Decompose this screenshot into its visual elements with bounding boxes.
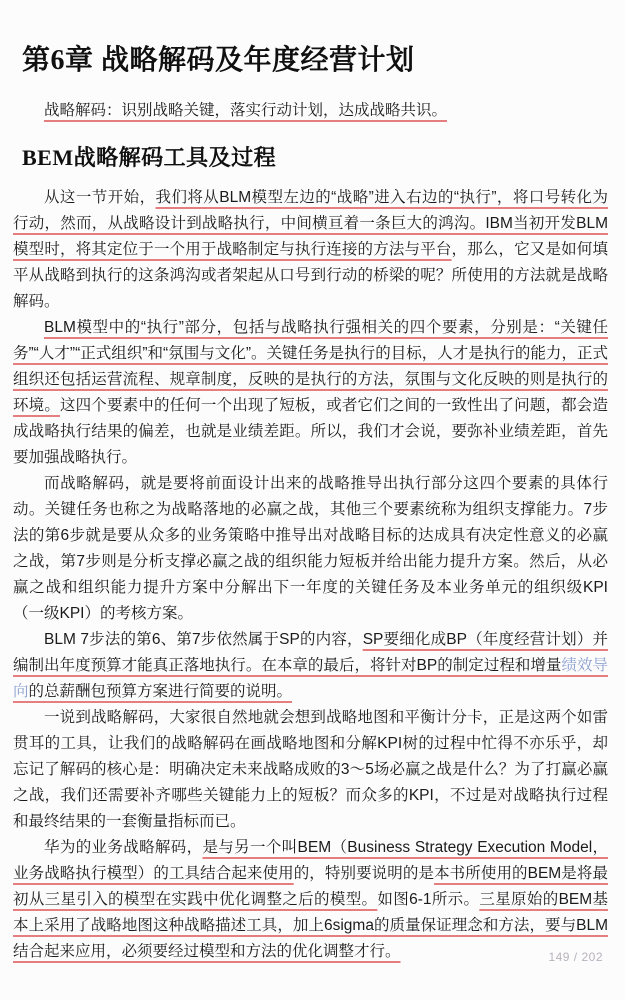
chapter-title: 第6章 战略解码及年度经营计划: [22, 45, 415, 76]
paragraph-3: [13, 471, 608, 627]
body-text: [13, 185, 608, 965]
text-run: 的，特别要说明的是: [293, 865, 435, 882]
underlined-text: BLM模型中的“执行”部分，包括与战略执行强相关的四个要素，分别是：“关键任务”“人才”“正式组织”和“氛围与文化”。关键任务是执行的目标，人才是执行的能力，正式组织还包括运营流程、规章制度，反映的是执行的方法，氛围与文化反映的则是执行的环境。: [13, 319, 608, 414]
paragraph-1: [13, 185, 608, 315]
underlined-text: 的总薪酬包预算方案进行简要的说明。: [28, 683, 293, 700]
paragraph-5: [13, 705, 608, 835]
paragraph-2: [13, 315, 608, 471]
underlined-text: 本书所使用的BEM是将最初从三星引入的模型在实践中优化调整之后的模型。: [13, 865, 608, 908]
text-run: 如图6-1所示。: [377, 891, 480, 908]
text-run: BLM 7步法的第6、第7步依然属于SP的内容，: [44, 631, 363, 648]
text-run: 一说到战略解码，大家很自然地就会想到战略地图和平衡计分卡，正是这两个如雷贯耳的工具，让我们的战略解码在画战略地图和分解KPI树的过程中忙得不亦乐乎，却忘记了解码的核心是：明确决定未来战略成败的3～5场必赢之战是什么？为了打赢必赢之战，我们还需要补齐哪些关键能力上的短板？而众多的KPI，不过是对战略执行过程和最终结果的一套衡量指标而已。: [13, 709, 608, 830]
text-run: ，那么，它又是如何填平从战略到执行的这条鸿沟或者架起从口号到行动的桥梁的呢？所使用的方法就是战略解码。: [13, 241, 608, 310]
chapter-subtitle: [13, 100, 608, 122]
underlined-text: 是与另一个叫BEM（Business Strategy Execution Model，业务战略执行模型）的工具结合起来使用: [13, 839, 608, 882]
keyword-link[interactable]: 绩效导向: [13, 657, 608, 700]
page-indicator: 149 / 202: [548, 950, 603, 964]
text-run: 而战略解码，就是要将前面设计出来的战略推导出执行部分这四个要素的具体行动。关键任务也称之为战略落地的必赢之战，其他三个要素统称为组织支撑能力。7步法的第6步就是要从众多的业务策略中推导出对战略目标的达成具有决定性意义的必赢之战，第7步则是分析支撑必赢之战的组织能力短板并给出能力提升方案。然后，从必赢之战和组织能力提升方案中分解出下一年度的关键任务及本业务单元的组织级KPI（一级KPI）的考核方案。: [13, 475, 608, 622]
underlined-text: SP要细化成BP（年度经营计划）并编制出年度预算才能真正落地执行。在本章的最后，将针对BP的制定过程和增量: [13, 631, 608, 674]
paragraph-4: [13, 627, 608, 705]
underlined-text: 三星原始的BEM基本上采用了战略地图这种战略描述工具，加上6sigma的质量保证理念和方法，要与BLM结合起来应用，必须要经过模型和方法的优化调整才行。: [13, 891, 609, 960]
section-heading: BEM战略解码工具及过程: [22, 145, 277, 170]
text-run: 从这一节开始，: [44, 189, 156, 206]
subtitle-text: 战略解码：识别战略关键，落实行动计划，达成战略共识。: [44, 102, 448, 119]
paragraph-6: [13, 835, 608, 965]
underlined-text: 我们将从BLM模型左边的“战略”进入右边的“执行”，将口号转化为行动，然而，从战略设计到战略执行，中间横亘着一条巨大的鸿沟。IBM当初开发BLM模型时，将其定位于一个用于战略制定与执行连接的方法与平台: [13, 189, 608, 258]
text-run: 华为的业务战略解码，: [44, 839, 203, 856]
text-run: 这四个要素中的任何一个出现了短板，或者它们之间的一致性出了问题，都会造成战略执行结果的偏差，也就是业绩差距。所以，我们才会说，要弥补业绩差距，首先要加强战略执行。: [13, 397, 608, 466]
